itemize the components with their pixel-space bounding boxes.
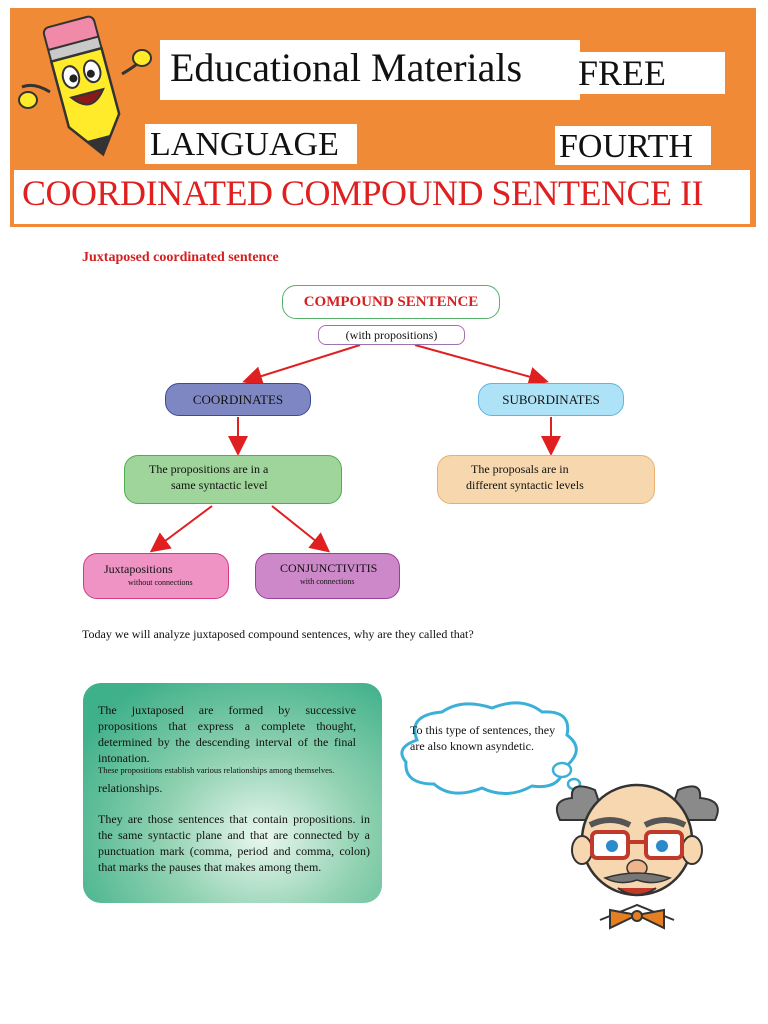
node-subordinates: SUBORDINATES xyxy=(478,383,624,416)
professor-cartoon-icon xyxy=(550,780,725,930)
arrow-to-juxt xyxy=(153,506,212,550)
banner-title: COORDINATED COMPOUND SENTENCE II xyxy=(22,173,703,213)
subject-label: LANGUAGE xyxy=(150,126,339,163)
grade-label: FOURTH xyxy=(559,128,693,165)
arrow-root-left xyxy=(246,345,360,381)
diff-level-line2: different syntactic levels xyxy=(466,478,584,492)
juxt-note: without connections xyxy=(128,578,193,587)
node-coordinates: COORDINATES xyxy=(165,383,311,416)
card-paragraph-2: They are those sentences that contain propositions. in the same syntactic plane and that are connected by a punctuation mark (comma, period and comma, colon) that marks the pauses that makes among them. xyxy=(98,812,370,874)
conj-note: with connections xyxy=(300,577,355,586)
card-small-note: These propositions establish various relationships among themselves. xyxy=(98,765,335,775)
card-paragraph-1: The juxtaposed are formed by successive propositions that express a complete thought, determined by the descending interval of the final intonation. xyxy=(98,703,356,765)
node-same-level xyxy=(124,455,342,504)
page-title: Educational Materials xyxy=(170,45,523,90)
section-title: Juxtaposed coordinated sentence xyxy=(82,250,279,265)
juxt-label: Juxtapositions xyxy=(104,562,173,576)
arrow-to-conj xyxy=(272,506,327,550)
diff-level-line1: The proposals are in xyxy=(471,462,569,476)
cloud-text: To this type of sentences, they are also known asyndetic. xyxy=(410,723,556,753)
node-juxtapositions xyxy=(83,553,229,599)
free-tag: FREE xyxy=(578,53,667,93)
arrow-root-right xyxy=(415,345,545,381)
card-relationships: relationships. xyxy=(98,781,163,795)
same-level-line2: same syntactic level xyxy=(171,478,268,492)
same-level-line1: The propositions are in a xyxy=(149,462,269,476)
node-different-levels xyxy=(437,455,655,504)
node-conjunctivitis xyxy=(255,553,400,599)
node-with-propositions: (with propositions) xyxy=(318,325,465,345)
conj-label: CONJUNCTIVITIS xyxy=(280,561,378,575)
question-text: Today we will analyze juxtaposed compound sentences, why are they called that? xyxy=(82,627,474,641)
node-compound-sentence: COMPOUND SENTENCE xyxy=(282,285,500,319)
